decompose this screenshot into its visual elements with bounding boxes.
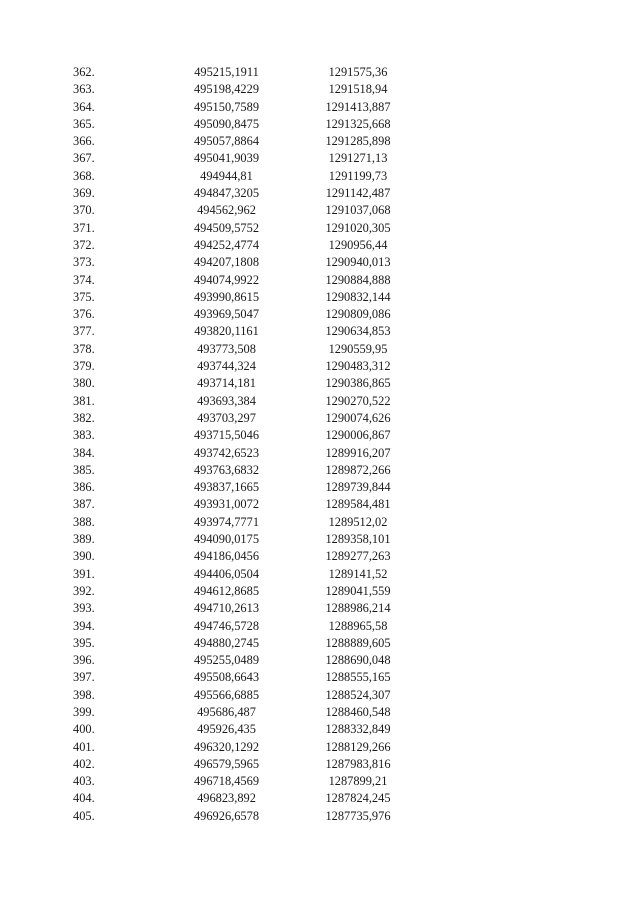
y-coordinate: 1290386,865	[325, 376, 391, 391]
y-coordinate: 1287899,21	[328, 774, 388, 789]
point-number: 364.	[73, 99, 95, 114]
point-number: 390.	[73, 549, 95, 564]
point-number: 381.	[73, 393, 95, 408]
x-coordinate: 494509,5752	[193, 220, 260, 235]
y-coordinate: 1290832,144	[325, 289, 391, 304]
point-number: 386.	[73, 480, 95, 495]
table-row	[73, 150, 406, 167]
y-coordinate: 1289584,481	[325, 497, 391, 512]
table-row	[73, 375, 406, 392]
y-coordinate: 1290006,867	[325, 428, 391, 443]
x-coordinate: 494090,0175	[193, 532, 260, 547]
y-coordinate: 1291575,36	[328, 65, 388, 79]
point-number: 378.	[73, 341, 95, 356]
table-row	[73, 721, 406, 738]
table-row	[73, 790, 406, 807]
y-coordinate: 1291285,898	[325, 134, 391, 149]
y-coordinate: 1291020,305	[325, 220, 391, 235]
point-number: 370.	[73, 203, 95, 218]
table-row	[73, 99, 406, 116]
y-coordinate: 1291271,13	[328, 151, 388, 166]
table-row	[73, 202, 406, 219]
table-row	[73, 583, 406, 600]
table-row	[73, 323, 406, 340]
x-coordinate: 494612,8685	[193, 583, 260, 598]
coordinate-table-body	[73, 64, 406, 825]
table-row	[73, 687, 406, 704]
x-coordinate: 494944,81	[200, 168, 253, 183]
table-row	[73, 669, 406, 686]
point-number: 394.	[73, 618, 95, 633]
y-coordinate: 1288129,266	[325, 739, 391, 754]
table-row	[73, 64, 406, 81]
x-coordinate: 495255,0489	[193, 653, 260, 668]
point-number: 401.	[73, 739, 95, 754]
point-number: 374.	[73, 272, 95, 287]
x-coordinate: 495686,487	[197, 704, 256, 719]
point-number: 398.	[73, 687, 95, 702]
y-coordinate: 1287983,816	[325, 756, 391, 771]
y-coordinate: 1288460,548	[325, 704, 391, 719]
table-row	[73, 393, 406, 410]
x-coordinate: 494746,5728	[193, 618, 260, 633]
x-coordinate: 495566,6885	[193, 687, 260, 702]
point-number: 369.	[73, 186, 95, 201]
table-row	[73, 185, 406, 202]
y-coordinate: 1289739,844	[325, 480, 391, 495]
point-number: 382.	[73, 410, 95, 425]
table-row	[73, 531, 406, 548]
point-number: 379.	[73, 359, 95, 374]
x-coordinate: 493837,1665	[193, 480, 260, 495]
x-coordinate: 493703,297	[197, 410, 256, 425]
y-coordinate: 1290940,013	[325, 255, 391, 270]
x-coordinate: 493820,1161	[194, 324, 259, 339]
x-coordinate: 493744,324	[197, 359, 256, 374]
y-coordinate: 1291037,068	[325, 203, 391, 218]
point-number: 387.	[73, 497, 95, 512]
y-coordinate: 1290809,086	[325, 307, 391, 322]
x-coordinate: 495090,8475	[193, 116, 260, 131]
table-row	[73, 618, 406, 635]
table-row	[73, 514, 406, 531]
table-row	[73, 341, 406, 358]
table-row	[73, 81, 406, 98]
point-number: 375.	[73, 289, 95, 304]
y-coordinate: 1290559,95	[328, 341, 388, 356]
table-row	[73, 116, 406, 133]
y-coordinate: 1291413,887	[325, 99, 391, 114]
y-coordinate: 1290270,522	[325, 393, 391, 408]
y-coordinate: 1290634,853	[325, 324, 391, 339]
x-coordinate: 496926,6578	[193, 808, 260, 823]
table-row	[73, 773, 406, 790]
table-row	[73, 635, 406, 652]
point-number: 368.	[73, 168, 95, 183]
x-coordinate: 493742,6523	[193, 445, 260, 460]
point-number: 362.	[73, 65, 95, 79]
y-coordinate: 1288524,307	[325, 687, 391, 702]
point-number: 403.	[73, 774, 95, 789]
table-row	[73, 410, 406, 427]
point-number: 373.	[73, 255, 95, 270]
point-number: 372.	[73, 237, 95, 252]
point-number: 384.	[73, 445, 95, 460]
y-coordinate: 1287735,976	[325, 808, 391, 823]
table-row	[73, 306, 406, 323]
x-coordinate: 495150,7589	[193, 99, 260, 114]
point-number: 383.	[73, 428, 95, 443]
y-coordinate: 1290483,312	[325, 359, 391, 374]
y-coordinate: 1287824,245	[325, 791, 391, 806]
table-row	[73, 704, 406, 721]
y-coordinate: 1290074,626	[325, 410, 391, 425]
point-number: 365.	[73, 116, 95, 131]
table-row	[73, 566, 406, 583]
table-row	[73, 548, 406, 565]
table-row	[73, 220, 406, 237]
x-coordinate: 494710,2613	[193, 601, 260, 616]
table-row	[73, 462, 406, 479]
table-row	[73, 427, 406, 444]
x-coordinate: 495926,435	[197, 722, 256, 737]
table-row	[73, 496, 406, 513]
point-number: 376.	[73, 307, 95, 322]
table-row	[73, 445, 406, 462]
x-coordinate: 494880,2745	[193, 635, 260, 650]
point-number: 402.	[73, 756, 95, 771]
x-coordinate: 493715,5046	[193, 428, 260, 443]
point-number: 397.	[73, 670, 95, 685]
y-coordinate: 1291142,487	[325, 186, 391, 201]
point-number: 396.	[73, 653, 95, 668]
table-row	[73, 358, 406, 375]
x-coordinate: 495215,1911	[194, 65, 259, 79]
x-coordinate: 493974,7771	[193, 514, 260, 529]
point-number: 371.	[73, 220, 95, 235]
coordinate-table	[73, 64, 406, 825]
table-row	[73, 272, 406, 289]
y-coordinate: 1289041,559	[325, 583, 391, 598]
y-coordinate: 1290956,44	[328, 237, 388, 252]
point-number: 393.	[73, 601, 95, 616]
table-row	[73, 237, 406, 254]
x-coordinate: 493714,181	[197, 376, 256, 391]
point-number: 389.	[73, 532, 95, 547]
table-row	[73, 479, 406, 496]
y-coordinate: 1288332,849	[325, 722, 391, 737]
table-row	[73, 254, 406, 271]
point-number: 385.	[73, 462, 95, 477]
x-coordinate: 494186,0456	[193, 549, 260, 564]
x-coordinate: 495508,6643	[193, 670, 260, 685]
table-row	[73, 808, 406, 825]
x-coordinate: 493773,508	[197, 341, 256, 356]
point-number: 391.	[73, 566, 95, 581]
x-coordinate: 493990,8615	[193, 289, 260, 304]
x-coordinate: 496718,4569	[193, 774, 260, 789]
x-coordinate: 495198,4229	[193, 82, 260, 97]
y-coordinate: 1291199,73	[328, 168, 388, 183]
y-coordinate: 1289916,207	[325, 445, 391, 460]
y-coordinate: 1291325,668	[325, 116, 391, 131]
table-row	[73, 600, 406, 617]
point-number: 405.	[73, 808, 95, 823]
x-coordinate: 494406,0504	[193, 566, 260, 581]
x-coordinate: 495041,9039	[193, 151, 260, 166]
point-number: 363.	[73, 82, 95, 97]
y-coordinate: 1289358,101	[325, 532, 391, 547]
y-coordinate: 1289277,263	[325, 549, 391, 564]
x-coordinate: 496823,892	[197, 791, 256, 806]
table-row	[73, 133, 406, 150]
x-coordinate: 494847,3205	[193, 186, 260, 201]
x-coordinate: 496579,5965	[193, 756, 260, 771]
point-number: 395.	[73, 635, 95, 650]
point-number: 399.	[73, 704, 95, 719]
table-row	[73, 652, 406, 669]
point-number: 392.	[73, 583, 95, 598]
point-number: 388.	[73, 514, 95, 529]
x-coordinate: 494207,1808	[193, 255, 260, 270]
y-coordinate: 1288889,605	[325, 635, 391, 650]
x-coordinate: 493969,5047	[193, 307, 260, 322]
y-coordinate: 1288690,048	[325, 653, 391, 668]
y-coordinate: 1288555,165	[325, 670, 391, 685]
x-coordinate: 495057,8864	[193, 134, 260, 149]
y-coordinate: 1289872,266	[325, 462, 391, 477]
x-coordinate: 493931,0072	[193, 497, 260, 512]
point-number: 400.	[73, 722, 95, 737]
point-number: 404.	[73, 791, 95, 806]
table-row	[73, 168, 406, 185]
x-coordinate: 494562,962	[197, 203, 256, 218]
x-coordinate: 494252,4774	[193, 237, 260, 252]
y-coordinate: 1290884,888	[325, 272, 391, 287]
table-row	[73, 739, 406, 756]
x-coordinate: 496320,1292	[193, 739, 260, 754]
point-number: 367.	[73, 151, 95, 166]
table-row	[73, 756, 406, 773]
y-coordinate: 1291518,94	[328, 82, 388, 97]
y-coordinate: 1289512,02	[328, 514, 388, 529]
point-number: 380.	[73, 376, 95, 391]
x-coordinate: 493763,6832	[193, 462, 260, 477]
x-coordinate: 493693,384	[197, 393, 256, 408]
point-number: 377.	[73, 324, 95, 339]
x-coordinate: 494074,9922	[193, 272, 260, 287]
y-coordinate: 1288965,58	[328, 618, 388, 633]
y-coordinate: 1288986,214	[325, 601, 391, 616]
y-coordinate: 1289141,52	[328, 566, 388, 581]
point-number: 366.	[73, 134, 95, 149]
table-row	[73, 289, 406, 306]
